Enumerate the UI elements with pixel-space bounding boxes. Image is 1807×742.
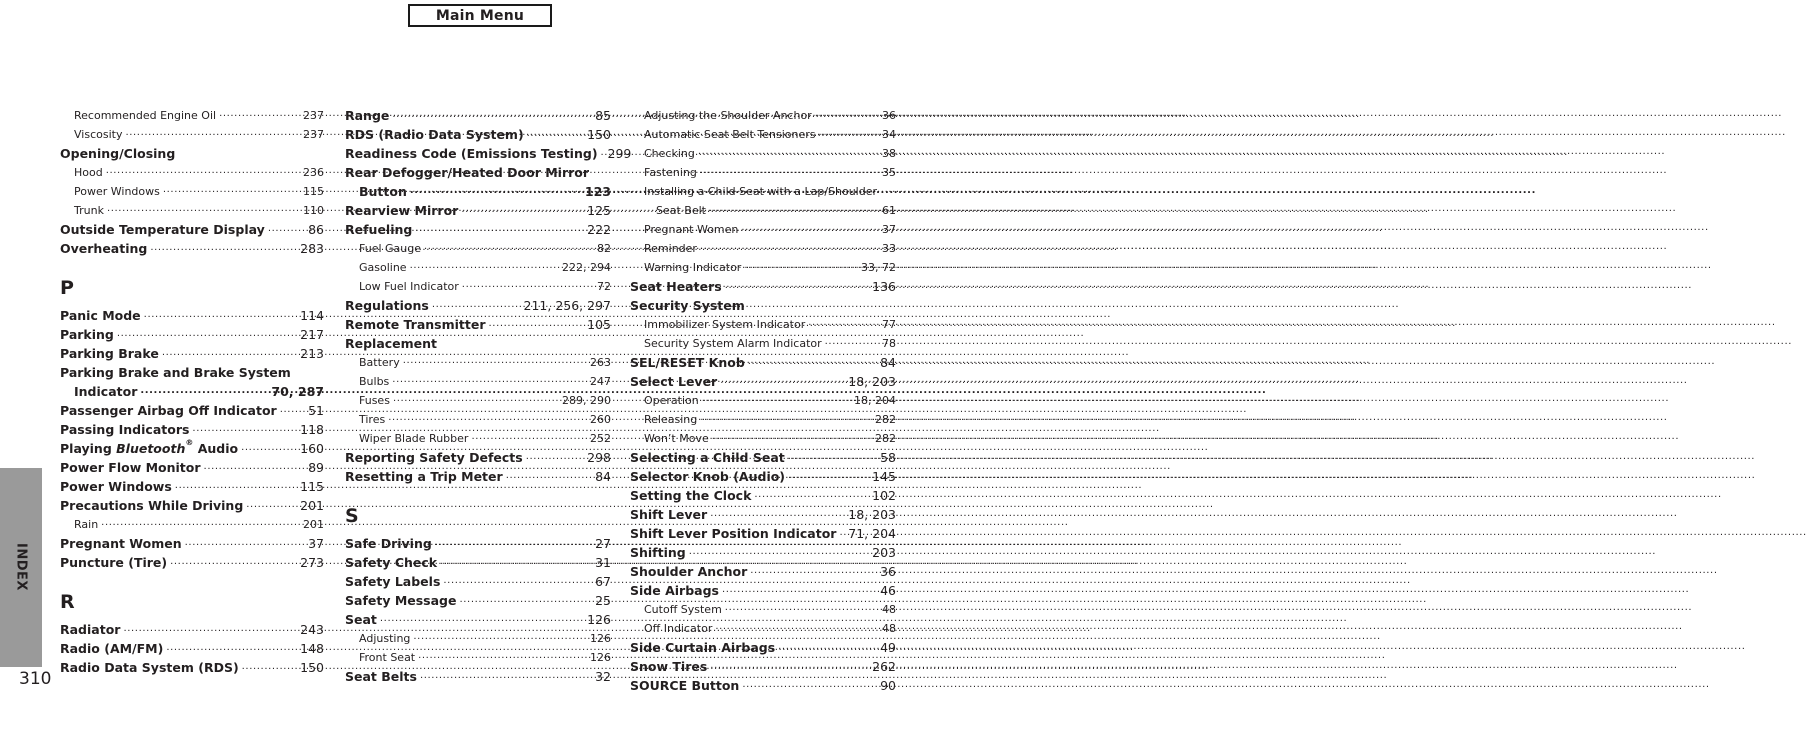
index-entry[interactable]: Rearview Mirror ..... 125	[345, 201, 611, 220]
index-entry[interactable]: Safety Labels ..... 67	[345, 572, 611, 591]
index-entry[interactable]: Select Lever ..... 18, 203	[630, 372, 896, 391]
index-entry[interactable]: SOURCE Button ..... 90	[630, 676, 896, 695]
index-entry[interactable]: Trunk ..... 110	[60, 201, 324, 220]
index-entry[interactable]: Power Flow Monitor ..... 89	[60, 458, 324, 477]
index-column-2	[345, 106, 632, 686]
section-letter-p: P	[60, 277, 74, 299]
index-entry[interactable]: Snow Tires ..... 262	[630, 657, 896, 676]
index-entry[interactable]: Panic Mode ..... 114	[60, 306, 324, 325]
index-entry[interactable]: Viscosity ..... 237	[60, 125, 324, 144]
index-entry[interactable]: Security System Alarm Indicator ..... 78	[630, 334, 896, 353]
index-entry[interactable]: Playing Bluetooth® Audio ..... 160	[60, 439, 324, 458]
index-entry[interactable]: Outside Temperature Display ..... 86	[60, 220, 324, 239]
index-entry[interactable]: Tires ..... 260	[345, 410, 611, 429]
index-entry[interactable]: Seat Belt ..... 61	[630, 201, 896, 220]
index-entry[interactable]: Gasoline ..... 222, 294	[345, 258, 611, 277]
index-entry[interactable]: Side Curtain Airbags ..... 49	[630, 638, 896, 657]
index-entry[interactable]: Adjusting ..... 126	[345, 629, 611, 648]
index-entry[interactable]: Overheating ..... 283	[60, 239, 324, 258]
index-entry[interactable]: Immobilizer System Indicator ..... 77	[630, 315, 896, 334]
index-entry[interactable]: Shoulder Anchor ..... 36	[630, 562, 896, 581]
section-letter-s: S	[345, 505, 359, 527]
index-entry[interactable]: Shift Lever Position Indicator ..... 71, 204	[630, 524, 896, 543]
index-entry[interactable]: RDS (Radio Data System) ..... 150	[345, 125, 611, 144]
index-entry[interactable]: Resetting a Trip Meter ..... 84	[345, 467, 611, 486]
index-entry[interactable]: Safe Driving ..... 27	[345, 534, 611, 553]
index-entry[interactable]: Side Airbags ..... 46	[630, 581, 896, 600]
index-entry[interactable]: Precautions While Driving ..... 201	[60, 496, 324, 515]
page-number: 310	[19, 669, 52, 689]
index-entry[interactable]: Range ..... 85	[345, 106, 611, 125]
index-entry[interactable]: Seat Heaters ..... 136	[630, 277, 896, 296]
index-entry[interactable]: Checking ..... 38	[630, 144, 896, 163]
index-entry[interactable]: Button ..... 123	[345, 182, 611, 201]
index-entry[interactable]: Shifting ..... 203	[630, 543, 896, 562]
index-entry[interactable]: Radio Data System (RDS) ..... 150	[60, 658, 324, 677]
index-entry[interactable]: Safety Check ..... 31	[345, 553, 611, 572]
index-entry[interactable]: Passenger Airbag Off Indicator ..... 51	[60, 401, 324, 420]
index-column-3	[630, 106, 896, 695]
index-heading: Security System	[630, 298, 745, 313]
index-entry[interactable]: Refueling ..... 222	[345, 220, 611, 239]
index-heading: Opening/Closing	[60, 146, 176, 161]
index-entry[interactable]: Radio (AM/FM) ..... 148	[60, 639, 324, 658]
index-entry[interactable]: Pregnant Women ..... 37	[630, 220, 896, 239]
index-entry[interactable]: Off Indicator ..... 48	[630, 619, 896, 638]
index-entry[interactable]: SEL/RESET Knob ..... 84	[630, 353, 896, 372]
index-entry[interactable]: Pregnant Women ..... 37	[60, 534, 324, 553]
index-entry[interactable]: Readiness Code (Emissions Testing) ..... 299	[345, 144, 611, 163]
index-entry[interactable]: Passing Indicators ..... 118	[60, 420, 324, 439]
index-entry[interactable]: Seat Belts ..... 32	[345, 667, 611, 686]
index-entry[interactable]: Parking ..... 217	[60, 325, 324, 344]
index-entry[interactable]: Power Windows ..... 115	[60, 477, 324, 496]
index-heading: Replacement	[345, 336, 438, 351]
index-heading: Installing a Child Seat with a Lap/Shoulder	[644, 185, 878, 198]
index-entry[interactable]: Parking Brake ..... 213	[60, 344, 324, 363]
index-heading: Parking Brake and Brake System	[60, 365, 291, 380]
index-entry[interactable]: Automatic Seat Belt Tensioners ..... 34	[630, 125, 896, 144]
index-entry[interactable]: Warning Indicator ..... 33, 72	[630, 258, 896, 277]
index-entry[interactable]: Won’t Move ..... 282	[630, 429, 896, 448]
index-entry[interactable]: Low Fuel Indicator ..... 72	[345, 277, 611, 296]
section-label: INDEX	[13, 543, 29, 591]
index-entry[interactable]: Reporting Safety Defects ..... 298	[345, 448, 611, 467]
index-entry[interactable]: Hood ..... 236	[60, 163, 324, 182]
index-entry[interactable]: Puncture (Tire) ..... 273	[60, 553, 324, 572]
index-entry[interactable]: Recommended Engine Oil ..... 237	[60, 106, 324, 125]
index-entry[interactable]: Adjusting the Shoulder Anchor ..... 36	[630, 106, 896, 125]
index-entry[interactable]: Operation ..... 18, 204	[630, 391, 896, 410]
index-entry[interactable]: Power Windows ..... 115	[60, 182, 324, 201]
index-entry[interactable]: Setting the Clock ..... 102	[630, 486, 896, 505]
index-entry[interactable]: Shift Lever ..... 18, 203	[630, 505, 896, 524]
index-entry[interactable]: Seat ..... 126	[345, 610, 611, 629]
index-entry[interactable]: Battery ..... 263	[345, 353, 611, 372]
index-entry[interactable]: Fastening ..... 35	[630, 163, 896, 182]
index-entry[interactable]: Selector Knob (Audio) ..... 145	[630, 467, 896, 486]
index-entry[interactable]: Cutoff System ..... 48	[630, 600, 896, 619]
index-entry[interactable]: Wiper Blade Rubber ..... 252	[345, 429, 611, 448]
index-entry[interactable]: Fuel Gauge ..... 82	[345, 239, 611, 258]
index-entry[interactable]: Indicator ..... 70, 287	[60, 382, 324, 401]
index-heading: Rear Defogger/Heated Door Mirror	[345, 165, 590, 180]
index-entry[interactable]: Fuses ..... 289, 290	[345, 391, 611, 410]
index-entry[interactable]: Rain ..... 201	[60, 515, 324, 534]
index-entry[interactable]: Remote Transmitter ..... 105	[345, 315, 611, 334]
section-letter-r: R	[60, 591, 75, 613]
index-entry[interactable]: Selecting a Child Seat ..... 58	[630, 448, 896, 467]
index-entry[interactable]: Radiator ..... 243	[60, 620, 324, 639]
index-entry[interactable]: Safety Message ..... 25	[345, 591, 611, 610]
main-menu-button[interactable]: Main Menu	[408, 4, 552, 27]
index-entry[interactable]: Releasing ..... 282	[630, 410, 896, 429]
index-entry[interactable]: Reminder ..... 33	[630, 239, 896, 258]
index-column-1	[60, 106, 324, 677]
index-entry[interactable]: Regulations ..... 211, 256, 297	[345, 296, 611, 315]
index-entry[interactable]: Front Seat ..... 126	[345, 648, 611, 667]
index-entry[interactable]: Bulbs ..... 247	[345, 372, 611, 391]
